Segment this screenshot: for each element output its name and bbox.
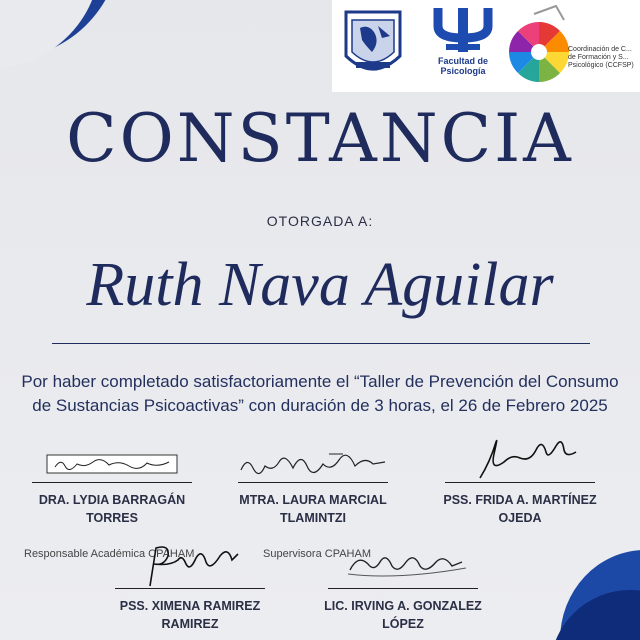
signature-2 [228,446,398,482]
signatory-2-name-line2: TLAMINTZI [280,511,346,525]
unam-seal-icon [338,6,408,82]
signatory-4-name-line1: PSS. XIMENA RAMIREZ [119,599,261,613]
ccfsp-wheel-icon [504,4,574,88]
role-responsable: Responsable Académica CPAHAM [24,548,195,560]
certificate-description [0,370,640,418]
signature-4-image [120,540,260,588]
signature-5-image [328,540,478,588]
recipient-underline [52,343,590,344]
signature-4 [110,540,270,588]
signature-block-5 [318,540,488,633]
signature-2-image [233,446,393,480]
role-supervisora: Supervisora CPAHAM [263,548,371,560]
logos-banner [332,0,640,92]
psi-icon [418,4,508,54]
signatory-2-name-line1: MTRA. LAURA MARCIAL [239,493,387,507]
signatory-1-name-line1: DRA. LYDIA BARRAGÁN [38,493,186,507]
signatory-4-name-line2: RAMIREZ [161,617,219,631]
signature-block-4 [110,540,270,633]
signature-5 [318,540,488,588]
facultad-label: Facultad de Psicología [437,56,488,76]
signature-3 [440,432,600,482]
recipient-name: Ruth Nava Aguilar [86,251,554,319]
facultad-psicologia-logo [418,4,498,84]
signature-block-2 [228,446,398,527]
signature-3-image [450,432,590,482]
certificate-title: CONSTANCIA [66,100,574,177]
description-line-1: Por haber completado satisfactoriamente el “Taller de Prevención del Consumo [21,372,619,391]
signatory-3-name-line1: PSS. FRIDA A. MARTÍNEZ [443,493,597,507]
awarded-to-label: OTORGADA A: [266,213,374,229]
description-line-2: de Sustancias Psicoactivas” con duración de 3 horas, el 26 de Febrero 2025 [32,396,608,415]
signature-1-image [37,452,187,478]
ccfsp-label: Coordinación de C... de Formación y S... Psicológico (CCFSP) [568,46,634,69]
signature-block-3 [440,432,600,527]
signature-1 [22,452,202,482]
corner-decoration-top-left-inner [0,0,100,70]
signatory-1-name-line2: TORRES [86,511,138,525]
signatory-5-name-line1: LIC. IRVING A. GONZALEZ [324,599,482,613]
signature-block-1 [22,452,202,527]
signatory-3-name-line2: OJEDA [498,511,542,525]
signatory-5-name-line2: LÓPEZ [382,617,424,631]
